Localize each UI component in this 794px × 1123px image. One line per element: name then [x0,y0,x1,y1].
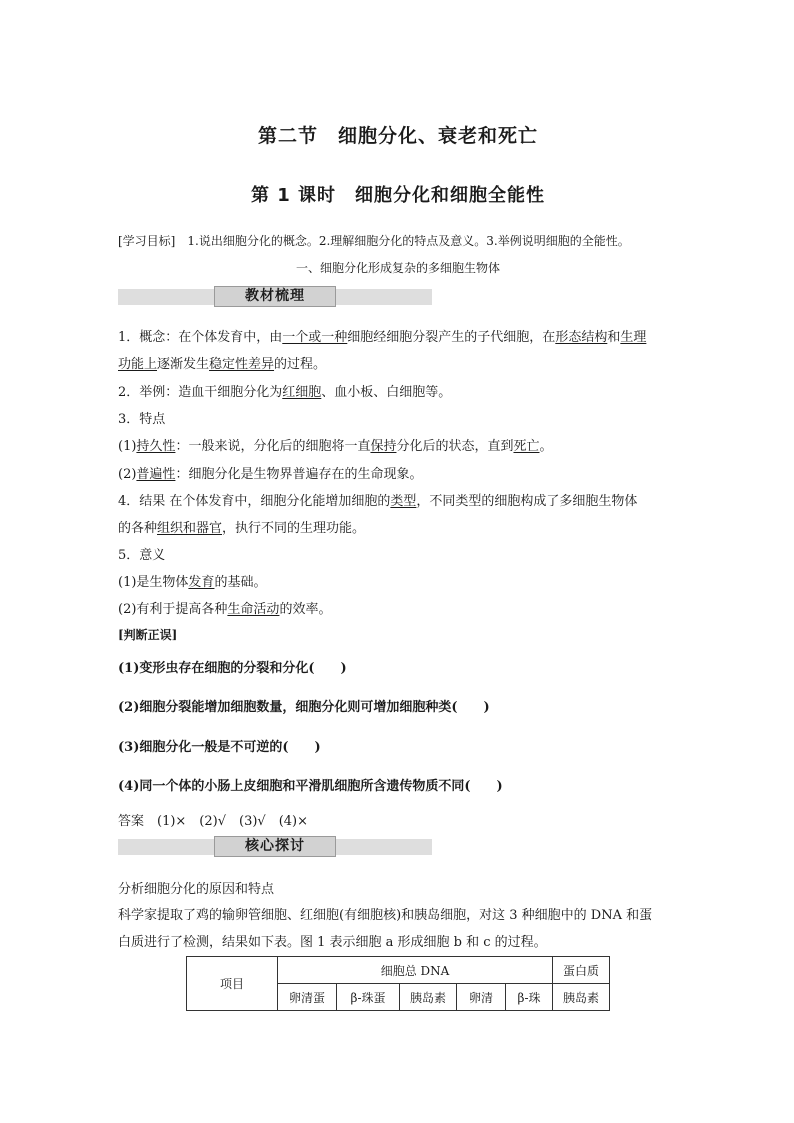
underlined-text: 稳定性差异 [209,357,275,372]
item-5b [118,598,331,617]
table-header-protein: 蛋白质 [553,957,610,984]
text: 、血小板、白细胞等。 [321,385,452,400]
text: ，不同类型的细胞构成了多细胞生物体 [416,494,638,509]
table-subheader: β-珠蛋 [337,984,400,1011]
underlined-text: 红细胞 [282,385,322,400]
table-subheader: 胰岛素 [553,984,610,1011]
underlined-text: 生命活动 [227,602,280,617]
core-band-label: 核心探讨 [214,836,336,857]
text: (1) [118,439,137,454]
underlined-text: 持久性 [136,439,176,454]
underlined-text: 形态结构 [555,330,608,345]
data-table [186,956,610,1011]
item-1-line-1 [118,326,646,345]
text: 1．概念：在个体发育中，由 [118,330,283,345]
learning-goals: [学习目标] 1.说出细胞分化的概念。2.理解细胞分化的特点及意义。3.举例说明细胞的全能性。 [118,234,630,248]
text: 分化后的状态，直到 [396,439,514,454]
judge-item-2: (2)细胞分裂能增加细胞数量，细胞分化则可增加细胞种类( ) [118,700,490,715]
answer: 答案 (1)× (2)√ (3)√ (4)× [118,814,309,829]
underlined-text: 普遍性 [136,467,176,482]
text: 的过程。 [274,357,327,372]
item-3: 3．特点 [118,412,166,427]
table-subheader: 胰岛素 [400,984,457,1011]
text: 4．结果 在个体发育中，细胞分化能增加细胞的 [118,494,391,509]
underlined-text: 组织和器官 [157,521,223,536]
underlined-text: 功能上 [118,357,158,372]
paragraph-line-2: 白质进行了检测，结果如下表。图 1 表示细胞 a 形成细胞 b 和 c 的过程。 [118,935,547,950]
text: 和 [607,330,621,345]
underlined-text: 类型 [390,494,417,509]
text: 的效率。 [279,602,332,617]
underlined-text: 发育 [188,575,215,590]
judge-title: [判断正误] [118,628,178,642]
judge-item-1: (1)变形虫存在细胞的分裂和分化( ) [118,661,347,676]
item-2 [118,381,451,400]
text: 的各种 [118,521,158,536]
item-1-line-2 [118,353,326,372]
text: 逐渐发生 [157,357,210,372]
section-title: 第二节 细胞分化、衰老和死亡 [257,125,538,147]
judge-item-3: (3)细胞分化一般是不可逆的( ) [118,740,321,755]
section-one-title: 一、细胞分化形成复杂的多细胞生物体 [295,261,500,275]
table-header-item: 项目 [187,957,278,1011]
text: 2．举例：造血干细胞分化为 [118,385,283,400]
text: 细胞经细胞分裂产生的子代细胞，在 [347,330,556,345]
item-4-line-2 [118,517,365,536]
table-subheader: β-珠 [506,984,553,1011]
item-5a [118,571,266,590]
textbook-band-label: 教材梳理 [214,286,336,307]
text: ：细胞分化是生物界普遍存在的生命现象。 [175,467,423,482]
text: ：一般来说，分化后的细胞将一直 [175,439,371,454]
underlined-text: 死亡 [513,439,540,454]
textbook-band [118,289,432,305]
text: 的基础。 [214,575,267,590]
text: (2) [118,467,137,482]
judge-item-4: (4)同一个体的小肠上皮细胞和平滑肌细胞所含遗传物质不同( ) [118,779,503,794]
text: (2)有利于提高各种 [118,602,228,617]
core-band [118,839,432,855]
underlined-text: 一个或一种 [282,330,348,345]
table-subheader: 卵清 [457,984,506,1011]
lesson-title: 第 1 课时 细胞分化和细胞全能性 [250,185,546,206]
paragraph-line-1: 科学家提取了鸡的输卵管细胞、红细胞(有细胞核)和胰岛细胞，对这 3 种细胞中的 DNA 和蛋 [118,908,653,923]
table-subheader: 卵清蛋 [278,984,337,1011]
item-5: 5．意义 [118,548,166,563]
analysis-title: 分析细胞分化的原因和特点 [118,882,275,897]
item-3a [118,435,553,454]
item-3b [118,463,422,482]
text: 。 [539,439,553,454]
underlined-text: 生理 [620,330,647,345]
table-header-dna: 细胞总 DNA [278,957,553,984]
item-4-line-1 [118,490,637,509]
text: (1)是生物体 [118,575,189,590]
text: ，执行不同的生理功能。 [222,521,366,536]
underlined-text: 保持 [370,439,397,454]
